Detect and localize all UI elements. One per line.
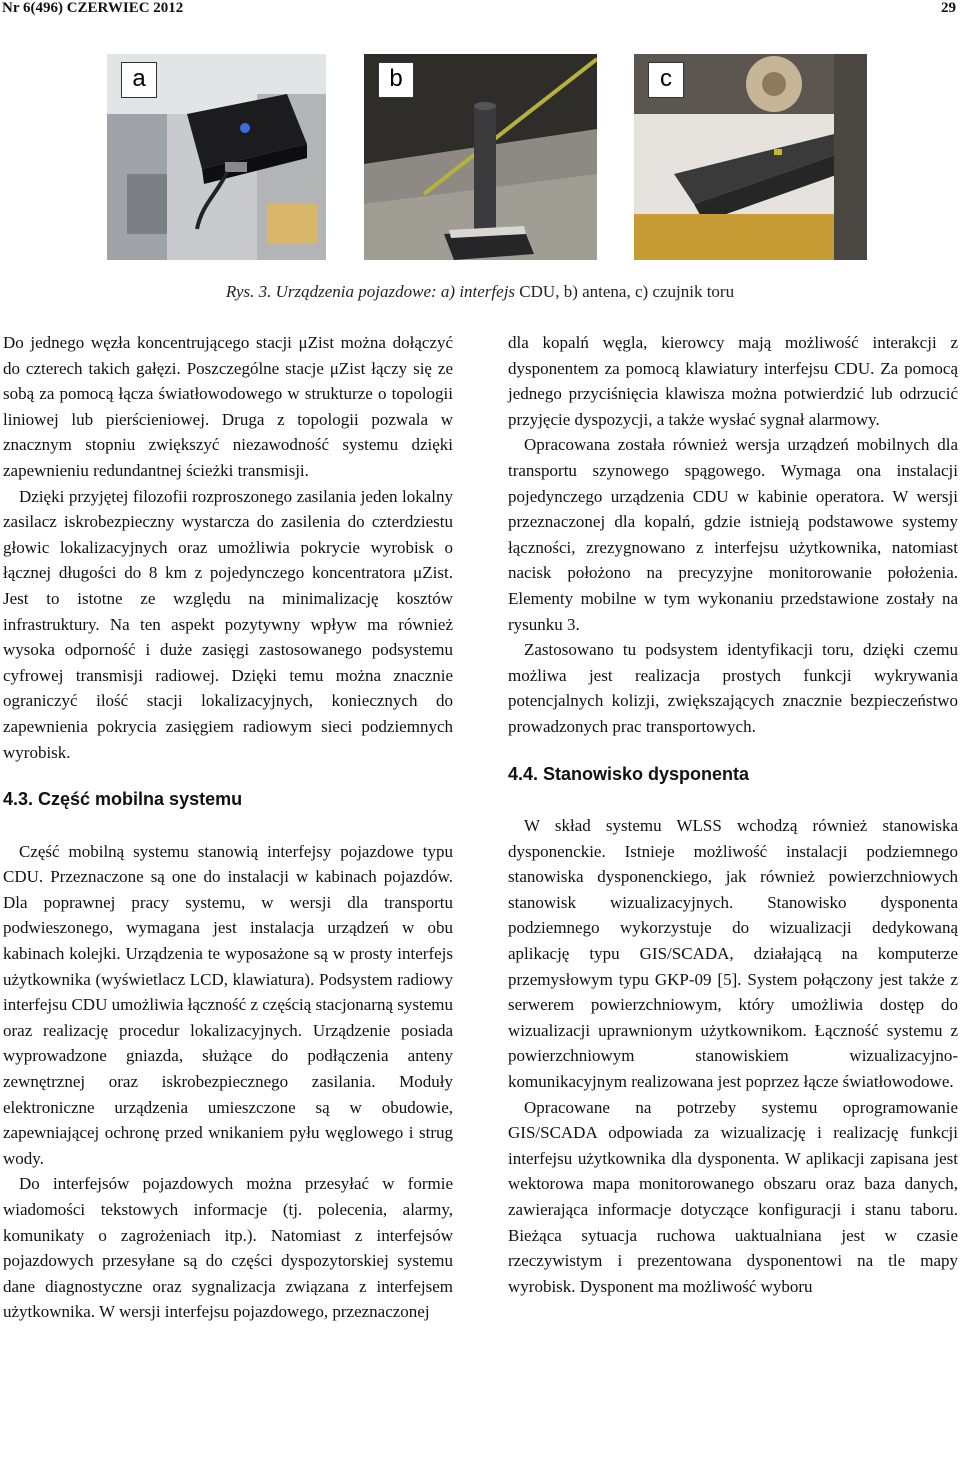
paragraph: Opracowane na potrzeby systemu oprogramowanie GIS/SCADA odpowiada za wizualizację i realizację funkcji interfejsu użytkownika dla dysponenta. W aplikacji zapisana jest wektorowa mapa monitorowanego obszaru oraz baza danych, zawierająca informacje dotyczące konfiguracji i stanu taboru. Bieżąca sytuacja ruchowa uaktualniana jest w czasie rzeczywistym i prezentowana dysponentowi na tle mapy wyrobisk. Dysponent ma możliwość wyboru (508, 1097, 958, 1296)
figure-caption (0, 282, 960, 302)
photo-b-label: b (378, 62, 414, 98)
figure-caption-italic: Rys. 3. Urządzenia pojazdowe: a) interfejs (225, 282, 520, 301)
paragraph: Do interfejsów pojazdowych można przesyłać w formie wiadomości tekstowych informacje (tj. polecenia, alarmy, komunikaty o zagrożeniach itp.). Natomiast z interfejsów pojazdowych przesyłane są do części dyspozytorskiej systemu dane diagnostyczne oraz sygnalizacja związana z interfejsem użytkownika. W wersji interfejsu pojazdowego, przeznaczonej (3, 1174, 453, 1322)
photo-c-track-sensor (634, 54, 867, 260)
figure-caption-plain: CDU, b) antena, c) czujnik toru (519, 282, 735, 301)
running-header (0, 0, 960, 18)
issue-label: Nr 6(496) CZERWIEC 2012 (2, 0, 184, 16)
paragraph: dla kopalń węgla, kierowcy mają możliwość interakcji z dysponentem za pomocą klawiatury interfejsu CDU. Za pomocą jednego przyciśnięcia klawisza można potwierdzić lub odrzucić przyjęcie dyspozycji, a także wysłać sygnał alarmowy. (508, 333, 958, 429)
paragraph: Dzięki przyjętej filozofii rozproszonego zasilania jeden lokalny zasilacz iskrobezpieczny wystarcza do zasilenia do czterdziestu głowic lokalizacyjnych oraz umożliwia pokrycie wyrobisk o łącznej długości do 8 km z pojedynczego koncentratora μZist. Jest to istotne ze względu na minimalizację kosztów infrastruktury. Na ten aspekt pozytywny wpływ ma również wysoka odporność i duże zasięgi zastosowanego podsystemu cyfrowej transmisji radiowej. Dzięki temu można znacznie ograniczyć ilość stacji lokalizacyjnych, koniecznych do zapewnienia pokrycia zasięgiem radiowym sieci podziemnych wyrobisk. (3, 486, 453, 762)
paragraph: Opracowana została również wersja urządzeń mobilnych dla transportu szynowego spągowego. Wymaga ona instalacji pojedynczego urządzenia CDU w kabinie operatora. W wersji przeznaczonej dla kopalń, gdzie istnieją podstawowe systemy łączności, zrezygnowano z interfejsu użytkownika, natomiast nacisk położono na precyzyjne monitorowanie położenia. Elementy mobilne w tym wykonaniu przedstawione zostały na rysunku 3. (508, 435, 958, 634)
photo-a-cdu-interface (107, 54, 326, 260)
paragraph: Zastosowano tu podsystem identyfikacji toru, dzięki czemu możliwa jest realizacja prostych funkcji wykrywania potencjalnych kolizji, zwiększających znacznie bezpieczeństwo prowadzonych prac transportowych. (508, 640, 958, 736)
paragraph: Część mobilną systemu stanowią interfejsy pojazdowe typu CDU. Przeznaczone są one do instalacji w kabinach pojazdów. Dla poprawnej pracy systemu, w wersji dla transportu podwieszonego, wymagana jest instalacja urządzeń w obu kabinach kolejki. Urządzenia te wyposażone są w prosty interfejs użytkownika (wyświetlacz LCD, klawiatura). Podsystem radiowy interfejsu CDU umożliwia łączność z częścią stacjonarną systemu oraz realizację procedur lokalizacyjnych. Urządzenie posiada wyprowadzone gniazda, służące do podłączenia anteny zewnętrznej oraz iskrobezpiecznego zasilania. Moduły elektroniczne urządzenia umieszczone są w obudowie, zapewniającej ochronę przed wnikaniem pyłu węglowego i strug wody. (3, 841, 453, 1168)
paragraph: W skład systemu WLSS wchodzą również stanowiska dysponenckie. Istnieje możliwość instalacji podziemnego stanowiska dysponenckiego, jak również powierzchniowych stanowisk wizualizacyjnych. Stanowisko dysponenta podziemnego wykorzystuje do wizualizacji dedykowaną aplikację typu GIS/SCADA, działającą na komputerze przemysłowym typu GKP-09 [5]. System połączony jest także z serwerem powierzchniowym, który umożliwia dostęp do wizualizacji uprawnionym użytkownikom. Łączność systemu z powierzchniowym stanowiskiem wizualizacyjno-komunikacyjnym realizowana jest poprzez łącze światłowodowe. (508, 816, 958, 1092)
section-heading: 4.3. Część mobilna systemu (3, 789, 243, 810)
right-column (508, 330, 958, 1299)
photo-c-label: c (648, 62, 684, 98)
photo-b-antenna (364, 54, 597, 260)
photo-a-label: a (121, 62, 157, 98)
paragraph: Do jednego węzła koncentrującego stacji μZist można dołączyć do czterech takich gałęzi. Poszczególne stacje μZist łączy się ze sobą za pomocą łącza światłowodowego w strukturze o topologii liniowej lub pierścieniowej. Druga z topologii pozwala w znacznym stopniu zwiększyć niezawodność systemu dzięki zapewnieniu redundantnej ścieżki transmisji. (3, 333, 453, 480)
left-column (3, 330, 453, 1325)
page-number: 29 (941, 0, 956, 16)
section-heading: 4.4. Stanowisko dysponenta (508, 763, 750, 784)
